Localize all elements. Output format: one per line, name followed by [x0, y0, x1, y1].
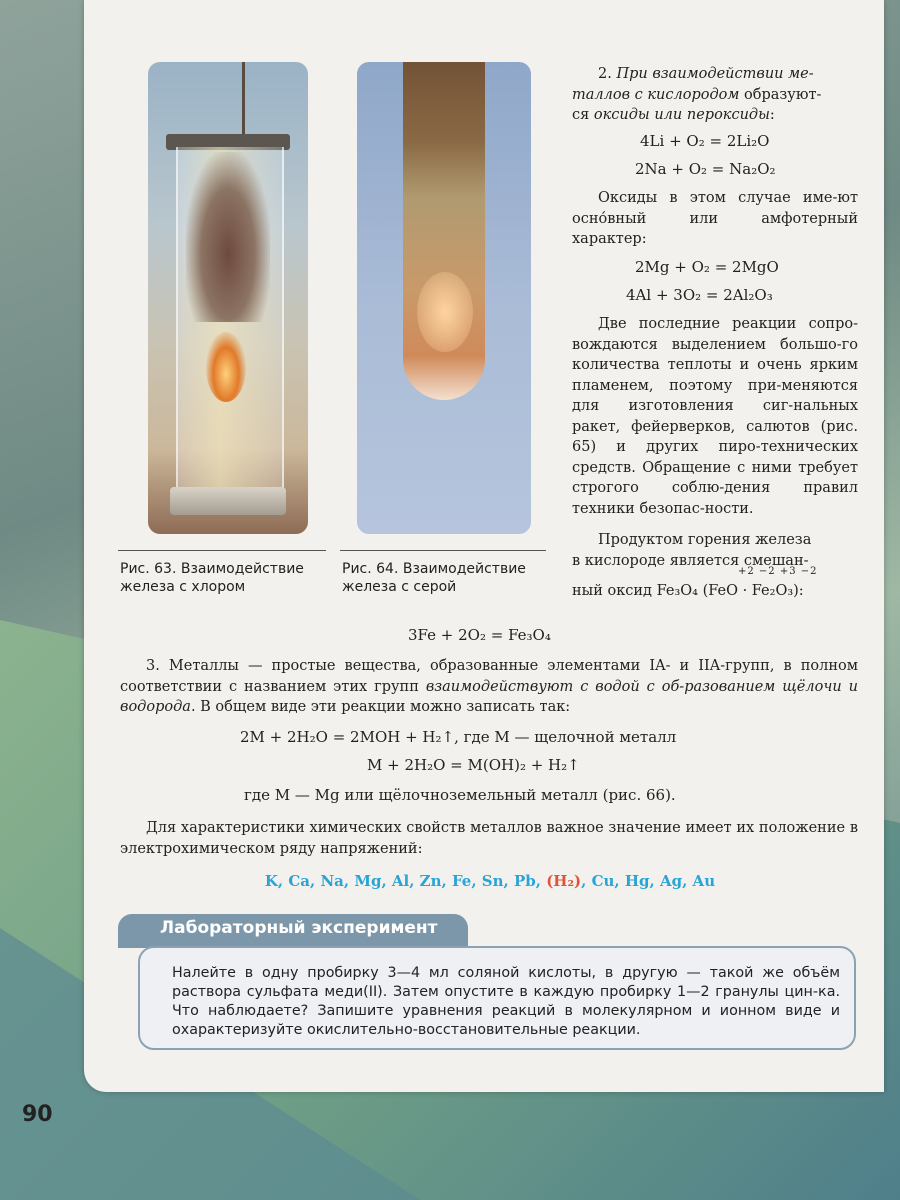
equation: 4Li + O₂ = 2Li₂O [640, 132, 770, 150]
oxidation-states: +2 −2 +3 −2 [738, 566, 818, 577]
smoke-shape [186, 152, 270, 322]
italic-text: взаимодействуют с водой с об-разованием щёлочи и водорода [120, 678, 858, 715]
cylinder-base [170, 487, 286, 515]
caption-line: Рис. 63. Взаимодействие [120, 561, 304, 577]
italic-text: таллов с кислородом [572, 86, 740, 103]
section-3-paragraph [120, 656, 858, 718]
text-line: в кислороде является смешан- [572, 552, 809, 569]
figure-64-caption [342, 560, 526, 596]
text: образуют- [744, 86, 822, 103]
series-metals: , Cu, Hg, Ag, Au [581, 872, 716, 890]
figure-63-photo [148, 62, 308, 534]
equation: 2M + 2H₂O = 2MOH + H₂↑, где M — щелочной металл [240, 728, 677, 746]
series-metals: K, Ca, Na, Mg, Al, Zn, Fe, Sn, Pb, [264, 872, 541, 890]
equation-note: где M — Mg или щёлочноземельный металл (рис. 66). [244, 786, 676, 804]
electrochemical-series [150, 872, 830, 890]
text: 3. Металлы — простые вещества, образованные элементами IA- и IIA-групп, в полном соответствии с названием этих групп [120, 658, 858, 695]
lab-title: Лабораторный эксперимент [160, 918, 438, 938]
paragraph: Две последние реакции сопро-вождаются выделением большо-го количества теплоты и очень ярким пламенем, поэтому при-меняются для изготовления сиг-нальных ракет, фейерверков, салютов (рис. 65) и других пиро-технических средств. Обращение с ними требует строгого соблю-дения правил техники безопас-ности. [572, 316, 858, 517]
italic-text: При взаимодействии ме- [616, 66, 814, 82]
text: . В общем виде эти реакции можно записать так: [190, 699, 571, 715]
glow-shape [417, 272, 473, 352]
text-line: ный оксид Fe₃O₄ (FeO · Fe₂O₃): [572, 583, 804, 599]
text-line: Продуктом горения железа [598, 532, 812, 548]
figure-63-caption [120, 560, 304, 596]
paragraph: Оксиды в этом случае име-ют осно́вный или амфотерный характер: [572, 190, 858, 247]
caption-rule-64 [340, 550, 546, 551]
lab-text: Налейте в одну пробирку 3—4 мл соляной кислоты, в другую — такой же объём раствора сульфата меди(II). Затем опустите в каждую пробирку 1—2 гранулы цин-ка. Что наблюдаете? Запишите уравнения реакций в молекулярном и ионном виде и охарактеризуйте окислительно-восстановительные реакции. [172, 965, 840, 1038]
section-2-intro [572, 64, 858, 126]
flame-shape [206, 332, 246, 402]
figure-64-photo [357, 62, 531, 534]
equation: M + 2H₂O = M(OH)₂ + H₂↑ [367, 756, 580, 774]
caption-line: железа с серой [342, 579, 457, 595]
equation: 4Al + 3O₂ = 2Al₂O₃ [626, 286, 773, 304]
page-number: 90 [22, 1102, 53, 1127]
caption-rule-63 [118, 550, 326, 551]
caption-line: Рис. 64. Взаимодействие [342, 561, 526, 577]
text: ся [572, 107, 590, 123]
wire-shape [242, 62, 245, 142]
caption-line: железа с хлором [120, 579, 246, 595]
paragraph: Для характеристики химических свойств металлов важное значение имеет их положение в электрохимическом ряду напряжений: [120, 820, 858, 857]
item-number: 2. [598, 66, 612, 82]
equation: 3Fe + 2O₂ = Fe₃O₄ [408, 626, 551, 644]
italic-text: оксиды или пероксиды [593, 107, 770, 123]
equation: 2Na + O₂ = Na₂O₂ [635, 160, 776, 178]
series-hydrogen: (H₂) [546, 872, 582, 890]
equation: 2Mg + O₂ = 2MgO [635, 258, 779, 276]
text: : [769, 107, 775, 123]
